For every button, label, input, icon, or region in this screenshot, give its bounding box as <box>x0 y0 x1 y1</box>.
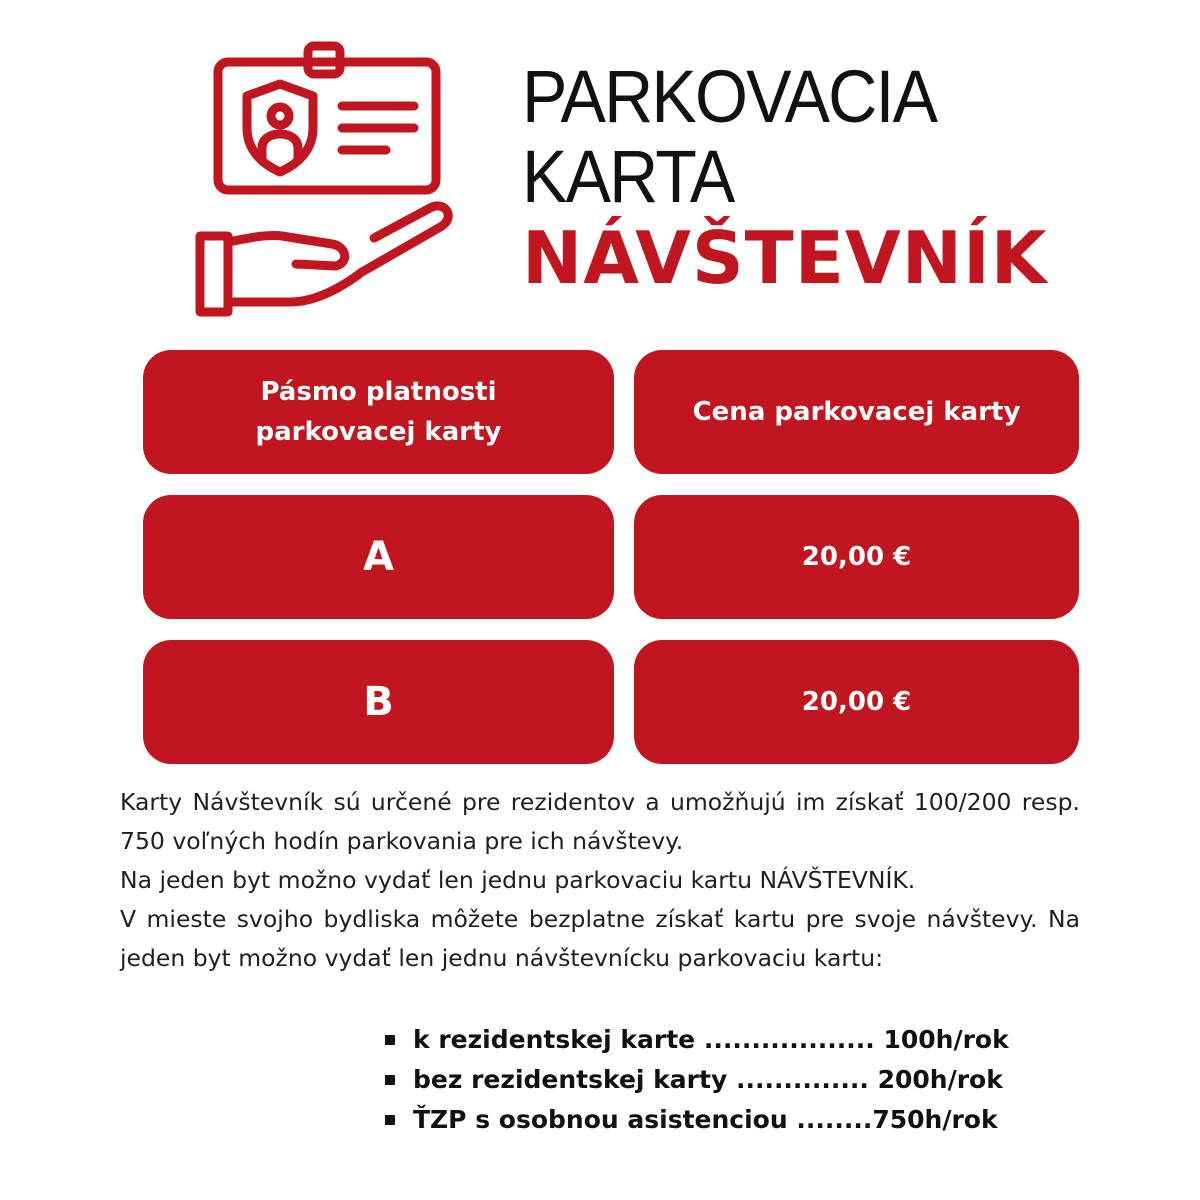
zone-cell-b: B <box>143 640 614 764</box>
title-line-2: KARTA <box>522 135 734 218</box>
list-item: k rezidentskej karte .................. 100h/rok <box>385 1020 1009 1060</box>
description-paragraph-2: Na jeden byt možno vydať len jednu parkovaciu kartu NÁVŠTEVNÍK. <box>120 866 916 894</box>
zone-header-label: Pásmo platnosti parkovacej karty <box>255 377 502 447</box>
price-cell-b: 20,00 € <box>634 640 1079 764</box>
description-paragraph-3: V mieste svojho bydliska môžete bezplatne získať kartu pre svoje návštevy. Na jeden byt možno vydať len jednu návštevnícku parkovaciu kartu: <box>120 905 1080 972</box>
description <box>120 783 1080 978</box>
title-line-3: NÁVŠTEVNÍK <box>522 216 1048 300</box>
list-item: ŤZP s osobnou asistenciou ........750h/rok <box>385 1100 1009 1140</box>
id-card-on-hand-icon <box>190 40 462 318</box>
price-header-label: Cena parkovacej karty <box>692 397 1021 427</box>
price-cell-a: 20,00 € <box>634 495 1079 619</box>
title-line-1: PARKOVACIA <box>522 55 937 138</box>
page-title <box>522 55 1048 300</box>
price-column-header <box>634 350 1079 474</box>
zone-cell-a: A <box>143 495 614 619</box>
description-paragraph-1: Karty Návštevník sú určené pre rezidentov a umožňujú im získať 100/200 resp. 750 voľných hodín parkovania pre ich návštevy. <box>120 788 1080 855</box>
hours-list <box>385 1020 1009 1140</box>
zone-column-header <box>143 350 614 474</box>
list-item: bez rezidentskej karty .............. 200h/rok <box>385 1060 1009 1100</box>
